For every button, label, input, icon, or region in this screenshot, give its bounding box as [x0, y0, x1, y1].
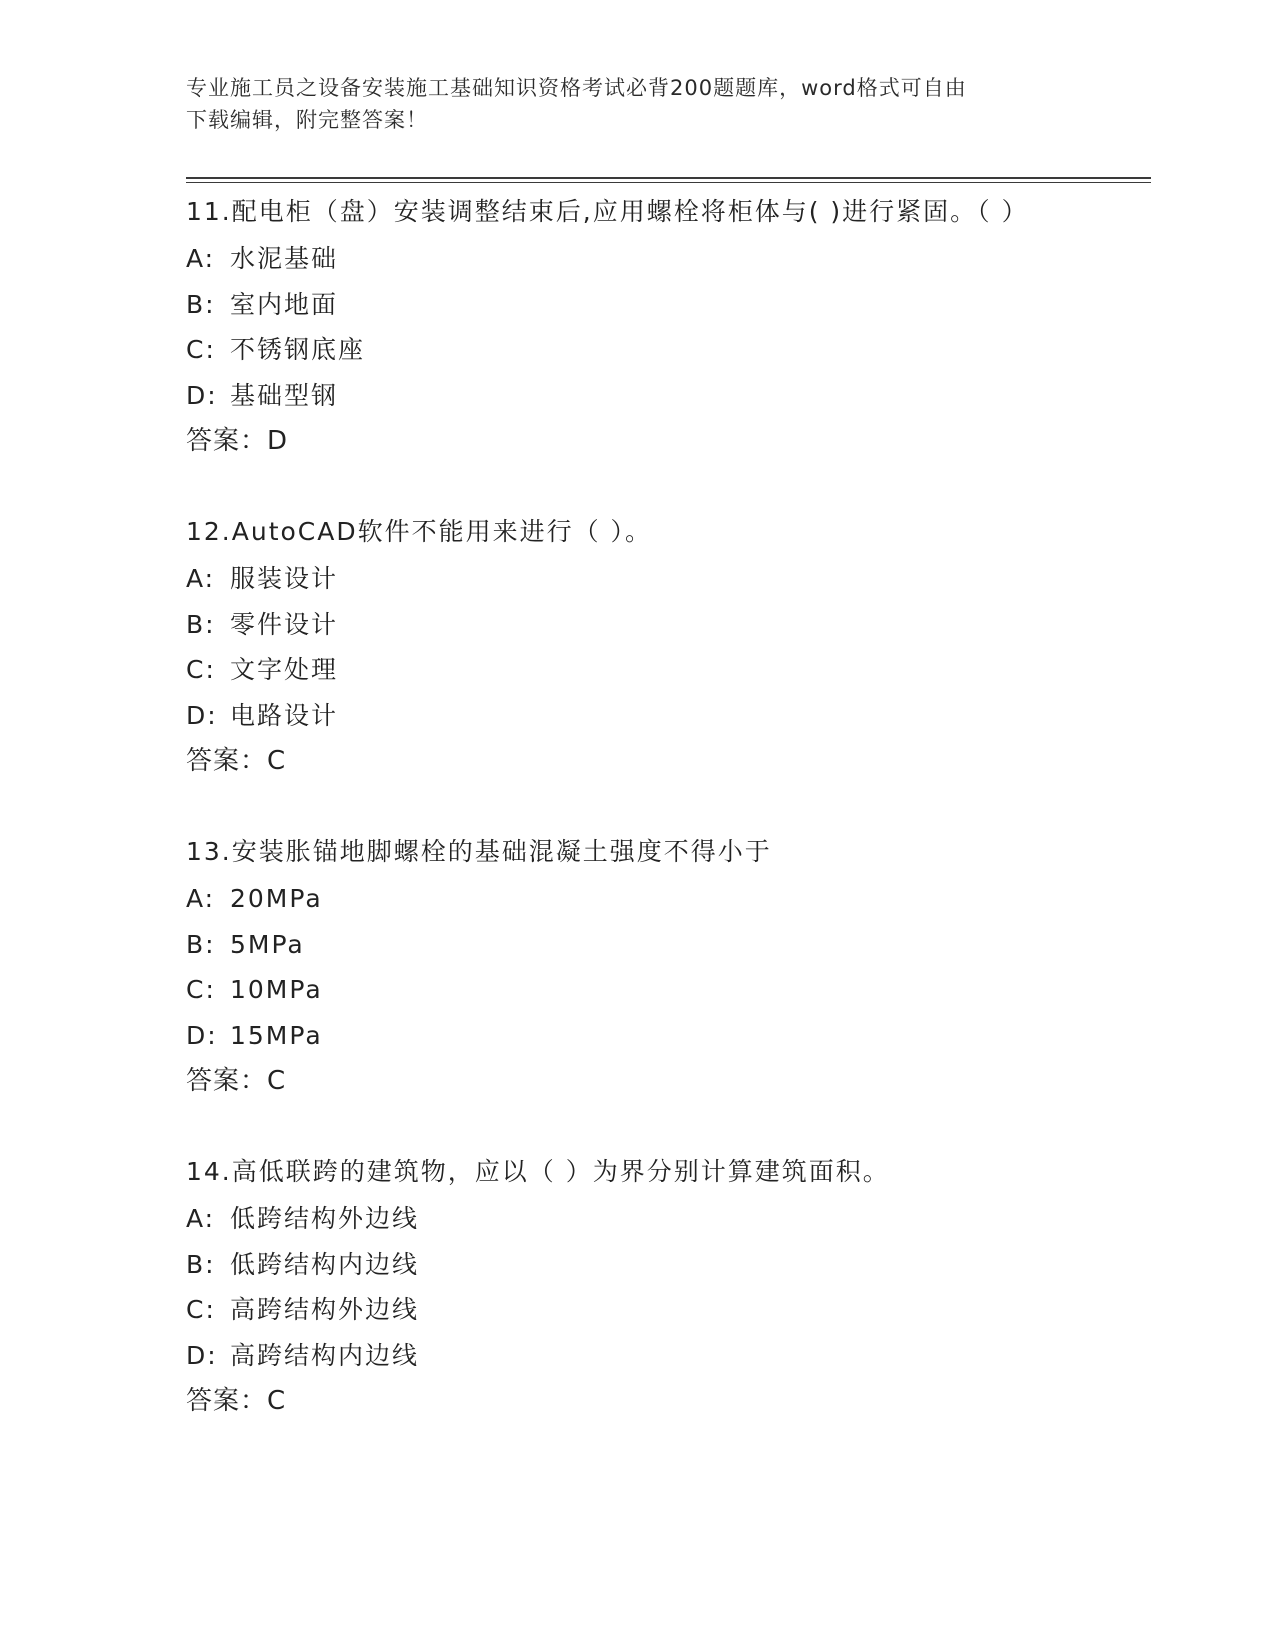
- option-text: 高跨结构内边线: [230, 1340, 420, 1370]
- option-text: 水泥基础: [230, 244, 339, 273]
- option-b: [186, 922, 1086, 968]
- option-text: 低跨结构外边线: [230, 1204, 420, 1233]
- answer-line: 答案：C: [186, 1386, 287, 1416]
- question-item: [186, 510, 1086, 784]
- option-letter: C:: [186, 1295, 216, 1324]
- option-text: 基础型钢: [230, 380, 339, 410]
- option-c: [186, 647, 1086, 693]
- option-d: [186, 1013, 1086, 1059]
- option-b: [186, 282, 1086, 328]
- option-d: [186, 1333, 1086, 1379]
- option-text: 零件设计: [230, 609, 339, 639]
- option-a: [186, 876, 1086, 922]
- option-b: [186, 602, 1086, 648]
- option-letter: A:: [186, 564, 216, 593]
- option-text: 20MPa: [230, 884, 323, 913]
- option-b: [186, 1242, 1086, 1288]
- option-text: 文字处理: [230, 655, 339, 684]
- header-divider-thin: [186, 182, 1151, 183]
- header-divider-thick: [186, 177, 1151, 179]
- option-letter: A:: [186, 1204, 216, 1233]
- option-text: 高跨结构外边线: [230, 1295, 420, 1324]
- option-c: [186, 967, 1086, 1013]
- option-a: [186, 556, 1086, 602]
- option-letter: C:: [186, 335, 216, 364]
- option-text: 室内地面: [230, 289, 339, 319]
- option-text: 低跨结构内边线: [230, 1249, 420, 1279]
- option-letter: B:: [186, 289, 216, 319]
- option-text: 15MPa: [230, 1020, 323, 1050]
- header-line-2: 下载编辑，附完整答案！: [186, 108, 428, 132]
- option-letter: D:: [186, 1340, 218, 1370]
- option-text: 5MPa: [230, 929, 305, 959]
- question-stem: 12.AutoCAD软件不能用来进行（ ）。: [186, 517, 653, 546]
- option-letter: B:: [186, 1249, 216, 1279]
- option-c: [186, 327, 1086, 373]
- answer-line: 答案：C: [186, 1066, 287, 1096]
- answer-line: 答案：C: [186, 746, 287, 776]
- option-letter: C:: [186, 655, 216, 684]
- option-letter: A:: [186, 244, 216, 273]
- option-letter: B:: [186, 609, 216, 639]
- option-text: 不锈钢底座: [230, 335, 366, 364]
- question-stem: 14.高低联跨的建筑物，应以（ ）为界分别计算建筑面积。: [186, 1157, 890, 1186]
- question-item: [186, 830, 1086, 1104]
- option-letter: D:: [186, 700, 218, 730]
- option-d: [186, 693, 1086, 739]
- option-text: 电路设计: [230, 700, 339, 730]
- question-list: [186, 190, 1086, 1470]
- option-text: 服装设计: [230, 564, 339, 593]
- option-a: [186, 236, 1086, 282]
- option-d: [186, 373, 1086, 419]
- question-item: [186, 190, 1086, 464]
- option-letter: D:: [186, 380, 218, 410]
- option-letter: D:: [186, 1020, 218, 1050]
- question-item: [186, 1150, 1086, 1424]
- option-a: [186, 1196, 1086, 1242]
- option-letter: C:: [186, 975, 216, 1004]
- option-c: [186, 1287, 1086, 1333]
- option-text: 10MPa: [230, 975, 323, 1004]
- answer-line: 答案：D: [186, 426, 289, 456]
- question-stem: 13.安装胀锚地脚螺栓的基础混凝土强度不得小于: [186, 837, 772, 866]
- header-line-1: 专业施工员之设备安装施工基础知识资格考试必背200题题库，word格式可自由: [186, 76, 967, 100]
- option-letter: A:: [186, 884, 216, 913]
- question-stem: 11.配电柜（盘）安装调整结束后,应用螺栓将柜体与( )进行紧固。（ ）: [186, 197, 1029, 226]
- document-header: [186, 72, 1066, 136]
- option-letter: B:: [186, 929, 216, 959]
